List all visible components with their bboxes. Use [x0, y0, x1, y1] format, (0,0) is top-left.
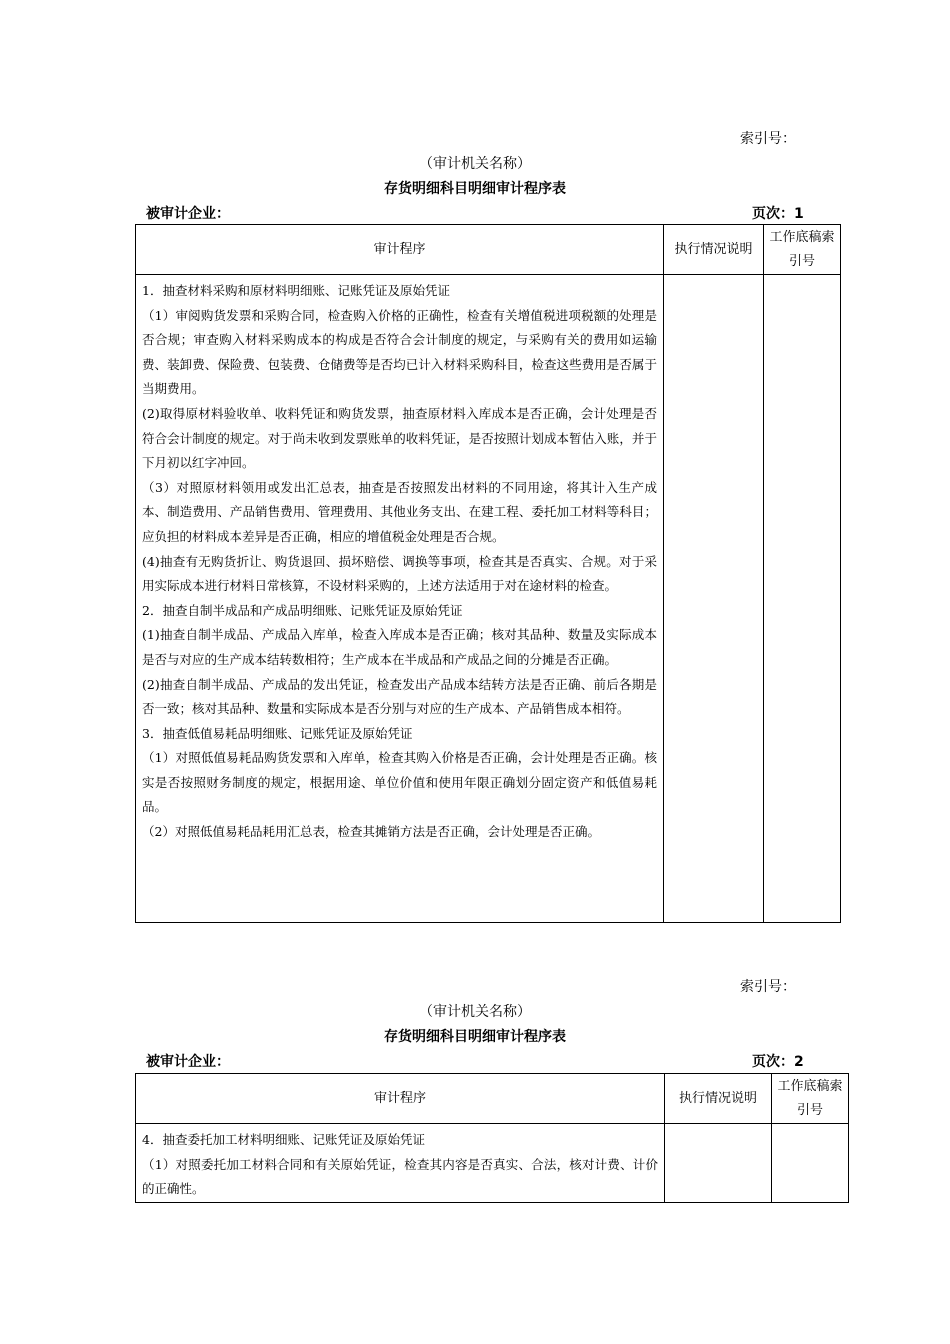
workpaper-index-cell[interactable] [772, 1124, 849, 1203]
procedure-content [136, 1124, 664, 1202]
audit-org-name: （审计机关名称） [419, 1004, 531, 1020]
header-execution-notes: 执行情况说明 [665, 1074, 772, 1124]
index-number-label: 索引号： [740, 131, 796, 147]
procedure-content-cell [136, 275, 664, 923]
header-audit-procedure: 审计程序 [136, 225, 664, 275]
procedure-content [136, 275, 663, 845]
procedure-paragraph: (1)抽查自制半成品、产成品入库单，检查入库成本是否正确；核对其品种、数量及实际成本是否与对应的生产成本结转数相符；生产成本在半成品和产成品之间的分摊是否正确。 [142, 627, 657, 667]
table-header-row [136, 225, 841, 275]
execution-notes-cell[interactable] [665, 1124, 772, 1203]
procedure-paragraph: （2）对照低值易耗品耗用汇总表，检查其摊销方法是否正确，会计处理是否正确。 [142, 824, 600, 840]
execution-notes-cell[interactable] [664, 275, 764, 923]
audit-procedure-table [135, 1073, 849, 1203]
procedure-paragraph: 4．抽查委托加工材料明细账、记账凭证及原始凭证 [142, 1132, 425, 1147]
procedure-paragraph: （3）对照原材料领用或发出汇总表，抽查是否按照发出材料的不同用途，将其计入生产成本、制造费用、产品销售费用、管理费用、其他业务支出、在建工程、委托加工材料等科目；应负担的材料成本差异是否正确，相应的增值税金处理是否合规。 [142, 479, 657, 544]
document-title: 存货明细科目明细审计程序表 [384, 1029, 566, 1045]
procedure-paragraph: (2)取得原材料验收单、收料凭证和购货发票，抽查原材料入库成本是否正确，会计处理是否符合会计制度的规定。对于尚未收到发票账单的收料凭证，是否按照计划成本暂估入账，并于下月初以红字冲回。 [142, 405, 657, 471]
table-body-row [136, 1124, 849, 1203]
table-header-row [136, 1074, 849, 1124]
audited-company-label: 被审计企业： [146, 1054, 230, 1070]
header-execution-notes: 执行情况说明 [664, 225, 764, 275]
table-body-row [136, 275, 841, 923]
page-number-label: 页次：2 [752, 1054, 804, 1070]
audit-org-name: （审计机关名称） [419, 156, 531, 172]
procedure-paragraph: （1）审阅购货发票和采购合同，检查购入价格的正确性，检查有关增值税进项税额的处理是否合规；审查购入材料采购成本的构成是否符合会计制度的规定，与采购有关的费用如运输费、装卸费、保险费、包装费、仓储费等是否均已计入材料采购科目，检查这些费用是否属于当期费用。 [142, 307, 657, 397]
page-number-label: 页次：1 [752, 206, 804, 222]
procedure-paragraph: 2．抽查自制半成品和产成品明细账、记账凭证及原始凭证 [142, 602, 463, 618]
procedure-paragraph: （1）对照低值易耗品购货发票和入库单，检查其购入价格是否正确，会计处理是否正确。核实是否按照财务制度的规定，根据用途、单位价值和使用年限正确划分固定资产和低值易耗品。 [142, 750, 657, 815]
workpaper-index-cell[interactable] [764, 275, 841, 923]
procedure-paragraph: 3．抽查低值易耗品明细账、记账凭证及原始凭证 [142, 725, 413, 741]
header-workpaper-index: 工作底稿索引号 [772, 1074, 849, 1124]
procedure-paragraph: (4)抽查有无购货折让、购货退回、损坏赔偿、调换等事项，检查其是否真实、合规。对于采用实际成本进行材料日常核算，不设材料采购的，上述方法适用于对在途材料的检查。 [142, 553, 657, 594]
procedure-paragraph: （1）对照委托加工材料合同和有关原始凭证，检查其内容是否真实、合法，核对计费、计价的正确性。 [142, 1156, 658, 1197]
document-title: 存货明细科目明细审计程序表 [384, 181, 566, 197]
audited-company-label: 被审计企业： [146, 206, 230, 222]
index-number-label: 索引号： [740, 979, 796, 995]
header-audit-procedure: 审计程序 [136, 1074, 665, 1124]
procedure-content-cell [136, 1124, 665, 1203]
procedure-paragraph: 1．抽查材料采购和原材料明细账、记账凭证及原始凭证 [142, 283, 450, 298]
header-workpaper-index: 工作底稿索引号 [764, 225, 841, 275]
audit-procedure-table [135, 224, 841, 923]
procedure-paragraph: (2)抽查自制半成品、产成品的发出凭证，检查发出产品成本结转方法是否正确、前后各期是否一致；核对其品种、数量和实际成本是否分别与对应的生产成本、产品销售成本相符。 [142, 676, 657, 717]
